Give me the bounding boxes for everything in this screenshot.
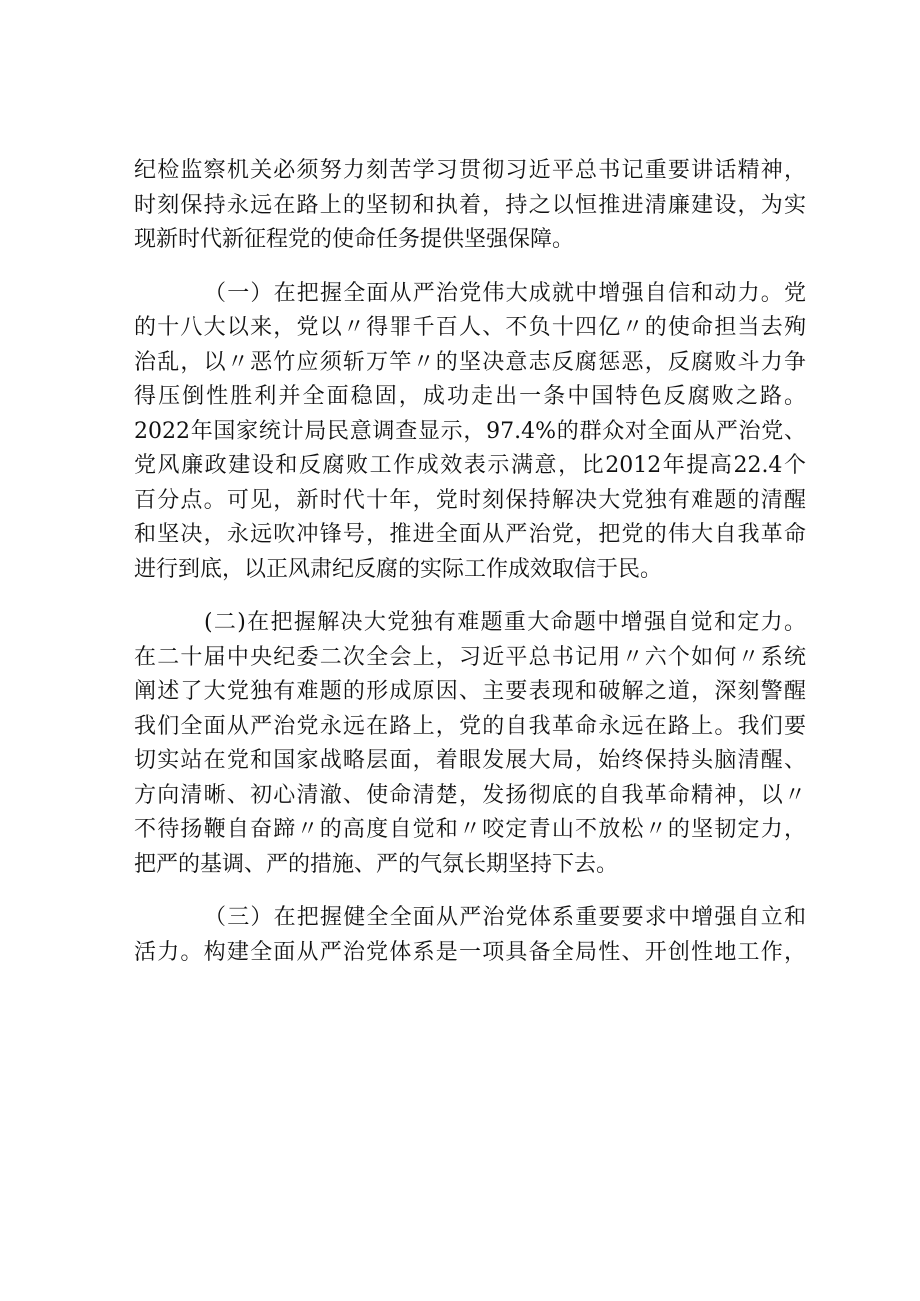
text-line: 纪检监察机关必须努力刻苦学习贯彻习近平总书记重要讲话精神， xyxy=(134,158,806,183)
document-body xyxy=(134,154,806,989)
text-line: （一）在把握全面从严治党伟大成就中增强自信和动力。党 xyxy=(204,280,806,306)
text-line: 时刻保持永远在路上的坚韧和执着，持之以恒推进清廉建设，为实 xyxy=(134,192,806,218)
text-line: 的十八大以来，党以〃得罪千百人、不负十四亿〃的使命担当去殉 xyxy=(134,315,806,340)
text-line: 治乱，以〃恶竹应须斩万竿〃的坚决意志反腐惩恶，反腐败斗力争 xyxy=(134,349,806,375)
text-line: 方向清晰、初心清澈、使命清楚，发扬彻底的自我革命精神，以〃 xyxy=(134,782,806,808)
text-line: 不待扬鞭自奋蹄〃的高度自觉和〃咬定青山不放松〃的坚韧定力， xyxy=(134,817,806,842)
text-line: 把严的基调、严的措施、严的气氛长期坚持下去。 xyxy=(134,851,619,877)
text-line: 进行到底，以正风肃纪反腐的实际工作成效取信于民。 xyxy=(134,556,663,582)
text-line: 2022年国家统计局民意调查显示，97.4%的群众对全面从严治党、 xyxy=(134,418,806,444)
text-line: 百分点。可见，新时代十年，党时刻保持解决大党独有难题的清醒 xyxy=(134,487,806,513)
paragraph-section-1 xyxy=(134,277,806,588)
paragraph-section-2 xyxy=(134,606,806,882)
text-line: (二)在把握解决大党独有难题重大命题中增强自觉和定力。 xyxy=(204,610,806,635)
text-line: 和坚决，永远吹冲锋号，推进全面从严治党，把党的伟大自我革命 xyxy=(134,522,806,547)
text-line: 在二十届中央纪委二次全会上，习近平总书记用〃六个如何〃系统 xyxy=(134,644,806,670)
paragraph-section-3 xyxy=(134,901,806,970)
text-line: （三）在把握健全全面从严治党体系重要要求中增强自立和 xyxy=(204,905,806,930)
text-line: 现新时代新征程党的使命任务提供坚强保障。 xyxy=(134,227,575,252)
text-line: 活力。构建全面从严治党体系是一项具备全局性、开创性地工作， xyxy=(134,939,806,965)
text-line: 得压倒性胜利并全面稳固，成功走出一条中国特色反腐败之路。 xyxy=(134,384,806,409)
text-line: 切实站在党和国家战略层面，着眼发展大局，始终保持头脑清醒、 xyxy=(134,748,806,773)
paragraph-intro-continuation xyxy=(134,154,806,258)
text-line: 党风廉政建设和反腐败工作成效表示满意，比2012年提高22.4个 xyxy=(134,453,806,478)
text-line: 我们全面从严治党永远在路上，党的自我革命永远在路上。我们要 xyxy=(134,713,806,739)
text-line: 阐述了大党独有难题的形成原因、主要表现和破解之道，深刻警醒 xyxy=(134,679,806,704)
